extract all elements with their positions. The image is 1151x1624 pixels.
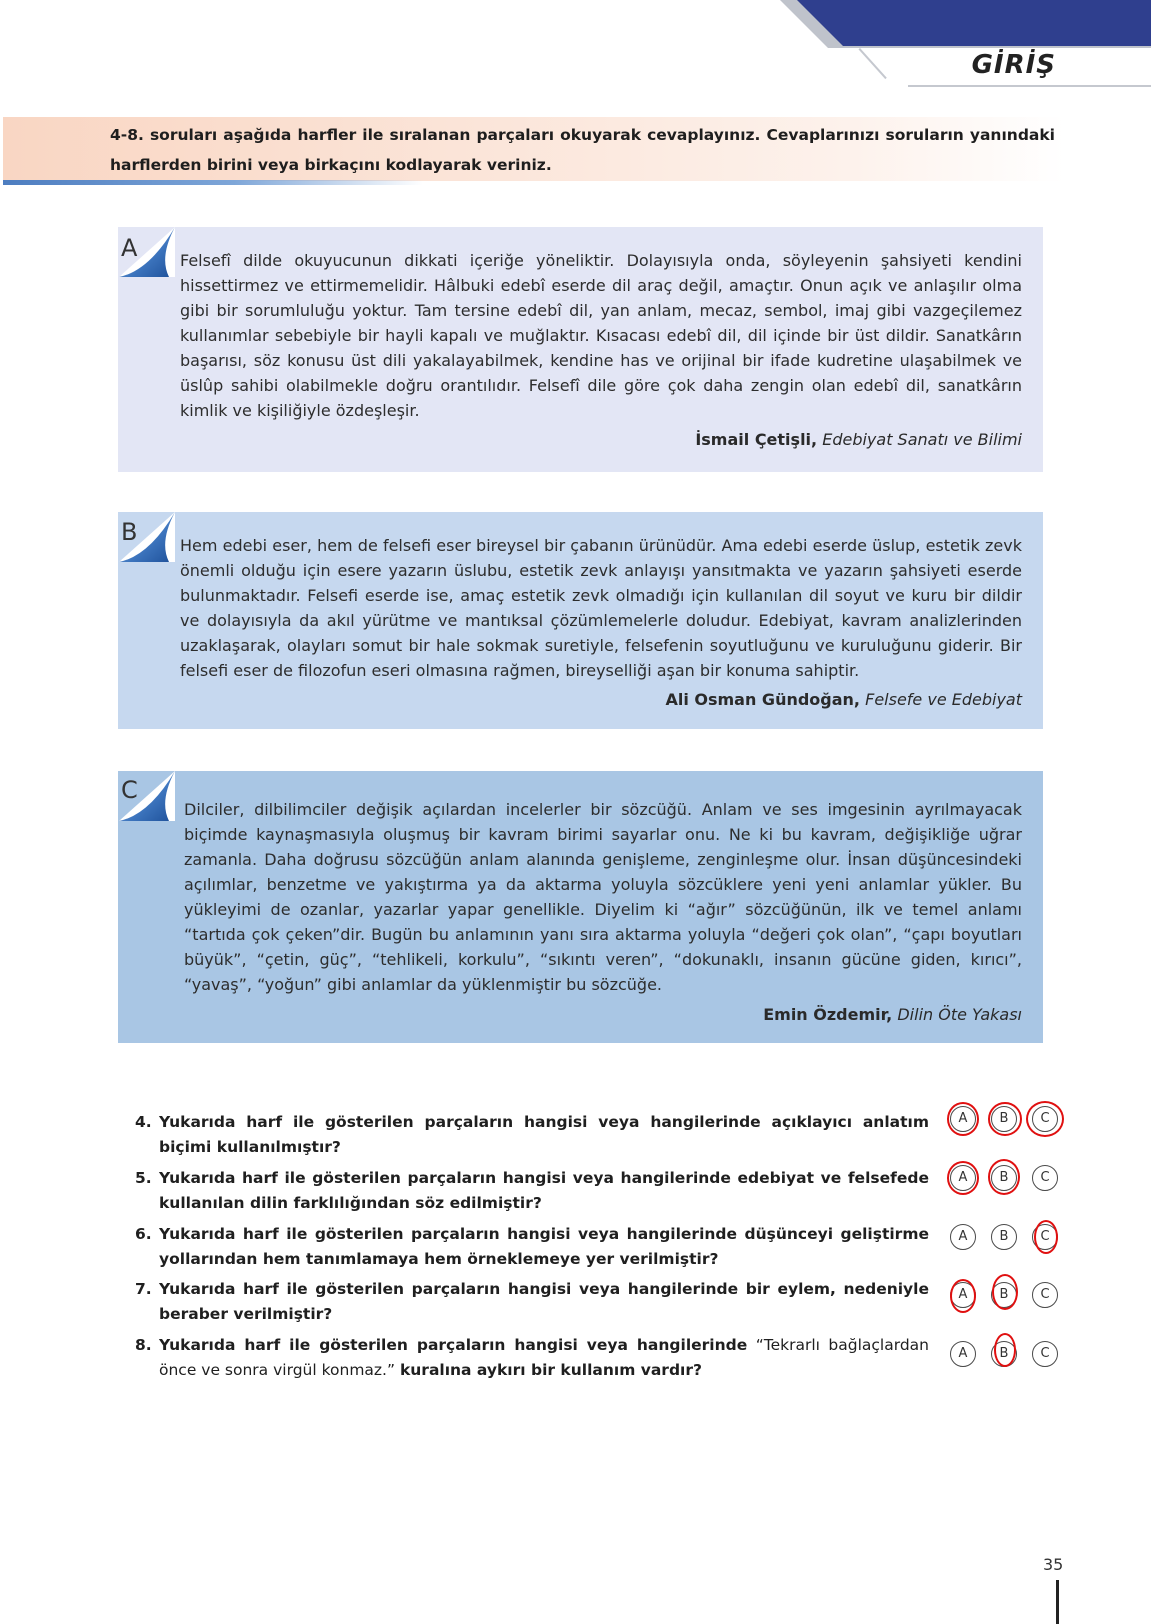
handwritten-mark-b <box>988 1159 1020 1195</box>
passage-b-work: Felsefe ve Edebiyat <box>865 690 1022 709</box>
question-text: Yukarıda harf ile gösterilen parçaların hangisi veya hangilerinde edebiyat ve felsefede kullanılan dilin farklılığından söz edilmiştir? <box>159 1169 929 1212</box>
option-c[interactable]: C <box>1032 1341 1058 1367</box>
answer-options-q5 <box>950 1165 1060 1195</box>
passage-a-text: Felsefî dilde okuyucunun dikkati içeriğe yöneliktir. Dolayısıyla onda, söyleyenin şahsiyeti kendini hissettirmez ve ettirmemelidir. Hâlbuki edebî eserde dil araç değil, amaçtır. Onun açık ve anlaşılır olma gibi bir sorumluluğu yoktur. Tam tersine edebî dil, yan anlam, mecaz, sembol, imaj gibi vazgeçilemez kullanımlar sebebiyle bir hayli kapalı ve muğlaktır. Kısacası edebî dil, dil içinde bir üst dildir. Sanatkârın başarısı, söz konusu üst dili yakalayabilmek, kendine has ve orijinal bir ifade kudretine ulaşabilmek ve üslûp sahibi olabilmekle doğru orantılıdır. Felsefî dile göre çok daha zengin olan edebî dil, sanatkârın kimlik ve kişiliğiyle özdeşleşir. <box>180 251 1022 420</box>
passage-c-source <box>763 1005 1022 1024</box>
question-text: Yukarıda harf ile gösterilen parçaların hangisi veya hangilerinde bir eylem, nedeniyle beraber verilmiştir? <box>159 1280 929 1323</box>
question-text: Yukarıda harf ile gösterilen parçaların hangisi veya hangilerinde düşünceyi geliştirme yollarından hem tanımlamaya hem örneklemeye yer verilmiştir? <box>159 1225 929 1268</box>
question-text <box>159 1333 929 1383</box>
passage-letter-c: C <box>121 776 138 804</box>
option-b[interactable]: B <box>991 1224 1017 1250</box>
handwritten-mark-c <box>1034 1220 1058 1254</box>
question-number: 6. <box>135 1225 152 1243</box>
question-number: 4. <box>135 1113 152 1131</box>
option-a[interactable]: A <box>950 1224 976 1250</box>
page-number: 35 <box>1043 1555 1064 1574</box>
header-underline <box>908 85 1151 87</box>
option-a[interactable]: A <box>950 1106 976 1132</box>
header-diagonal-line <box>859 48 887 79</box>
option-c[interactable]: C <box>1032 1224 1058 1250</box>
option-c[interactable]: C <box>1032 1106 1058 1132</box>
passage-c-text: Dilciler, dilbilimciler değişik açılardan incelerler bir sözcüğü. Anlam ve ses imgesinin ayrılmayacak biçimde kaynaşmasıyla oluşmuş bir kavram birimi sayarlar onu. Ne ki bu kavram, değişikliğe uğrar zamanla. Daha doğrusu sözcüğün anlam alanında genişleme, zenginleşme olur. İnsan düşüncesindeki açılımlar, benzetme ve yakıştırma ya da aktarma yoluyla sözcüklere yeni yeni anlamlar yükler. Bu yükleyimi de ozanlar, yazarlar yapar genellikle. Diyelim ki “ağır” sözcüğünün, ilk ve temel anlamı “tartıda çok çeken”dir. Bugün bu anlamının yanı sıra aktarma yoluyla “değeri çok olan”, “çapı boyutları büyük”, “çetin, güç”, “tehlikeli, korkulu”, “sıkıntı veren”, “dokunaklı, insanın gücüne giden, kırıcı”, “yavaş”, “yoğun” gibi anlamlar da yüklenmiştir bu sözcüğe. <box>184 800 1022 994</box>
passage-a-author: İsmail Çetişli, <box>695 430 818 449</box>
question-text-before: Yukarıda harf ile gösterilen parçaların hangisi veya hangilerinde <box>159 1336 748 1354</box>
option-a[interactable]: A <box>950 1165 976 1191</box>
passage-a-work: Edebiyat Sanatı ve Bilimi <box>822 430 1022 449</box>
header-stripe-blue <box>797 0 1151 46</box>
passage-c-work: Dilin Öte Yakası <box>897 1005 1022 1024</box>
handwritten-mark-c <box>1026 1101 1064 1137</box>
option-a[interactable]: A <box>950 1341 976 1367</box>
option-c[interactable]: C <box>1032 1165 1058 1191</box>
option-b[interactable]: B <box>991 1282 1017 1308</box>
answer-options-q7 <box>950 1282 1060 1312</box>
instructions-text: 4-8. soruları aşağıda harfler ile sıralanan parçaları okuyarak cevaplayınız. Cevaplarınızı soruların yanındaki harflerden birini veya birkaçını kodlayarak veriniz. <box>110 126 1055 174</box>
option-b[interactable]: B <box>991 1341 1017 1367</box>
answer-options-q8 <box>950 1341 1060 1371</box>
passage-letter-b: B <box>121 518 138 546</box>
handwritten-mark-a <box>947 1102 979 1136</box>
question-quote: “Tekrarlı bağlaçlardan önce ve sonra virgül konmaz.” <box>159 1336 929 1379</box>
section-title: GİRİŞ <box>971 50 1056 80</box>
passage-b-source <box>665 690 1022 709</box>
question-number: 7. <box>135 1280 152 1298</box>
handwritten-mark-b <box>992 1274 1018 1310</box>
question-text: Yukarıda harf ile gösterilen parçaların hangisi veya hangilerinde açıklayıcı anlatım biçimi kullanılmıştır? <box>159 1113 929 1156</box>
passage-letter-a: A <box>121 234 138 262</box>
handwritten-mark-b <box>988 1102 1022 1136</box>
passage-c-author: Emin Özdemir, <box>763 1005 893 1024</box>
handwritten-mark-b <box>994 1333 1016 1367</box>
question-number: 8. <box>135 1336 152 1354</box>
answer-options-q4 <box>950 1106 1060 1136</box>
instruction-accent-line <box>3 180 423 185</box>
option-b[interactable]: B <box>991 1106 1017 1132</box>
answer-options-q6 <box>950 1224 1060 1254</box>
passage-b-author: Ali Osman Gündoğan, <box>665 690 861 709</box>
passage-b-text: Hem edebi eser, hem de felsefi eser bireysel bir çabanın ürünüdür. Ama edebi eserde üslup, estetik zevk önemli olduğu için esere yazarın üslubu, estetik zevk anlayışı yansıtmakta ve yazarın şahsiyeti eserde bulunmaktadır. Felsefi eserde ise, amaç estetik zevk olmadığı için kullanılan dil soyut ve kuru bir dildir ve dolayısıyla da akıl yürütme ve mantıksal çözümlemelerle doludur. Edebiyat, kavram analizlerinden uzaklaşarak, olayları somut bir hale sokmak suretiyle, felsefenin soyutluğunu ve kuruluğunu giderir. Bir felsefi eser de filozofun eseri olmasına rağmen, bireyselliği aşan bir konuma sahiptir. <box>180 536 1022 680</box>
page-number-bar <box>1056 1580 1059 1624</box>
question-text-after: kuralına aykırı bir kullanım vardır? <box>399 1361 702 1379</box>
question-number: 5. <box>135 1169 152 1187</box>
option-c[interactable]: C <box>1032 1282 1058 1308</box>
handwritten-mark-a <box>950 1279 976 1313</box>
handwritten-mark-a <box>947 1161 979 1195</box>
option-a[interactable]: A <box>950 1282 976 1308</box>
option-b[interactable]: B <box>991 1165 1017 1191</box>
passage-a-source <box>695 430 1022 449</box>
